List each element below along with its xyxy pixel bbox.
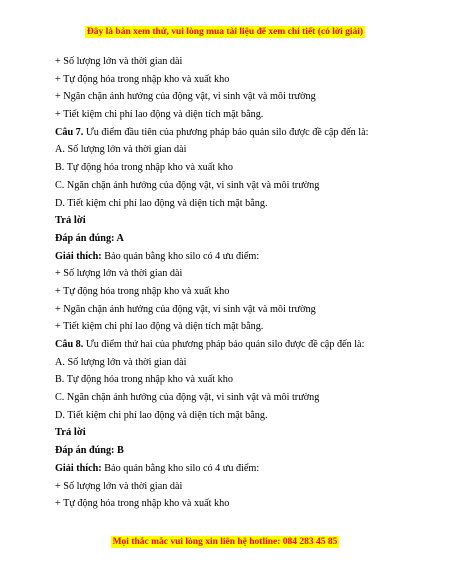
bullet-line: + Số lượng lớn và thời gian dài [55,56,183,67]
question-8-option-d: D. Tiết kiệm chi phí lao động và diện tích mặt bằng. [55,409,268,421]
explanation-bullet: + Tự động hóa trong nhập kho và xuất kho [55,285,230,297]
question-7 [55,124,430,142]
explanation-label: Giải thích: [55,462,102,474]
explanation-text: Bảo quản bằng kho silo có 4 ưu điểm: [101,462,260,474]
question-8-explanation [55,460,430,478]
explanation-bullet: + Tự động hóa trong nhập kho và xuất kho [55,498,230,510]
explanation-bullet: + Tiết kiệm chi phí lao động và diện tích mặt bằng. [55,321,264,333]
bullet-line: + Ngăn chặn ảnh hưởng của động vật, vi sinh vật và môi trường [55,91,316,103]
explanation-label: Giải thích: [55,250,102,262]
question-8-option-c: C. Ngăn chặn ảnh hưởng của động vật, vi sinh vật và môi trường [55,392,320,404]
bullet-line: + Tiết kiệm chi phí lao động và diện tích mặt bằng. [55,109,264,121]
question-8-option-a: A. Số lượng lớn và thời gian dài [55,356,187,368]
question-7-explanation [55,248,430,266]
explanation-bullet: + Số lượng lớn và thời gian dài [55,268,183,280]
document-body [55,53,430,513]
preview-notice-banner [0,26,450,38]
preview-notice-text: Đây là bản xem thử, vui lòng mua tài liệu để xem chi tiết (có lời giải) [86,27,364,37]
hotline-text: Mọi thắc mắc vui lòng xin liên hệ hotline: 084 283 45 85 [112,537,338,547]
question-7-correct-answer: Đáp án đúng: A [55,232,124,244]
bullet-line: + Tự động hóa trong nhập kho và xuất kho [55,73,230,85]
question-8-answer-heading: Trả lời [55,427,86,439]
question-7-option-a: A. Số lượng lớn và thời gian dài [55,144,187,156]
explanation-bullet: + Ngăn chặn ảnh hưởng của động vật, vi sinh vật và môi trường [55,303,316,315]
question-8-label: Câu 8. [55,339,84,350]
question-7-text: Ưu điểm đầu tiên của phương pháp bảo quản silo được đề cập đến là: [83,126,369,138]
question-8-option-b: B. Tự động hóa trong nhập kho và xuất kho [55,374,233,386]
question-7-option-b: B. Tự động hóa trong nhập kho và xuất kho [55,162,233,174]
question-7-option-d: D. Tiết kiệm chi phí lao động và diện tích mặt bằng. [55,197,268,209]
question-7-answer-heading: Trả lời [55,215,86,227]
question-8-correct-answer: Đáp án đúng: B [55,445,124,457]
question-8-text: Ưu điểm thứ hai của phương pháp bảo quản silo được đề cập đến là: [83,339,365,350]
question-7-label: Câu 7. [55,126,84,138]
explanation-bullet: + Số lượng lớn và thời gian dài [55,480,183,492]
question-7-option-c: C. Ngăn chặn ảnh hưởng của động vật, vi sinh vật và môi trường [55,179,320,191]
explanation-text: Bảo quản bằng kho silo có 4 ưu điểm: [101,250,260,262]
question-8 [55,336,430,354]
hotline-footer-banner [0,536,450,548]
